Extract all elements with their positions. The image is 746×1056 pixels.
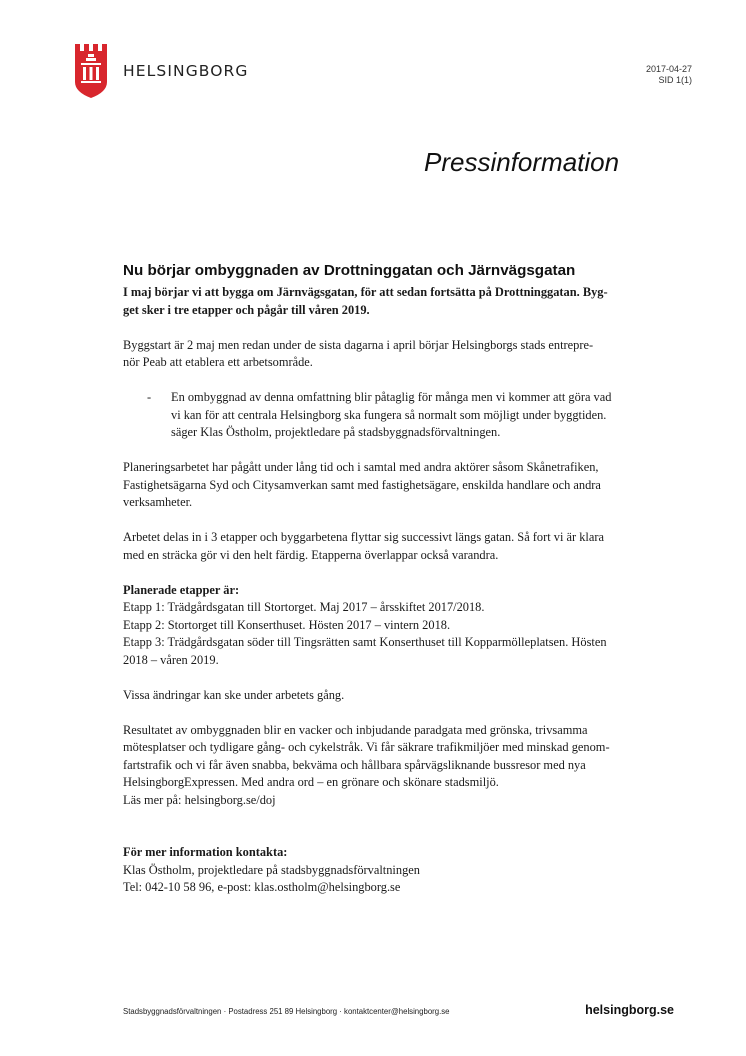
lead-line: I maj börjar vi att bygga om Järnvägsgatan, för att sedan fortsätta på Drottninggatan. Byg- — [123, 285, 608, 299]
paragraph-line: Byggstart är 2 maj men redan under de sista dagarna i april börjar Helsingborgs stads entrepre- — [123, 337, 594, 352]
paragraph-line: verksamheter. — [123, 495, 193, 509]
stage-item: Etapp 3: Trädgårdsgatan söder till Tingsrätten samt Konserthuset till Kopparmölleplatsen. Hösten — [123, 635, 607, 649]
document-date: 2017-04-27 — [645, 64, 692, 74]
paragraph-line: Fastighetsägarna Syd och Citysamverkan samt med fastighetsägare, enskilda handlare och andra — [123, 477, 601, 492]
stages-heading: Planerade etapper är: — [123, 582, 240, 597]
footer-address: Stadsbyggnadsförvaltningen · Postadress 251 89 Helsingborg · kontaktcenter@helsingborg.se — [123, 1007, 450, 1016]
paragraph-changes: Vissa ändringar kan ske under arbetets gång. — [123, 687, 345, 702]
contact-details: Tel: 042-10 58 96, e-post: klas.ostholm@helsingborg.se — [123, 880, 401, 894]
paragraph-line: mötesplatser och tydligare gång- och cykelstråk. Vi får säkrare trafikmiljöer med minskad genom- — [123, 740, 610, 754]
quote-line: vi kan för att centrala Helsingborg ska fungera så normalt som möjligt under byggtiden. — [171, 407, 607, 422]
quote-block — [123, 389, 631, 442]
page-number: SID 1(1) — [658, 75, 692, 85]
org-name: HELSINGBORG — [123, 62, 249, 80]
press-release-body — [123, 262, 643, 897]
quote-dash: - — [147, 390, 152, 404]
stage-item: 2018 – våren 2019. — [123, 652, 219, 667]
helsingborg-crest-icon — [74, 44, 108, 98]
paragraph-line: Resultatet av ombyggnaden blir en vacker och inbjudande paradgata med grönska, trivsamma — [123, 722, 588, 737]
contact-person: Klas Östholm, projektledare på stadsbyggnadsförvaltningen — [123, 862, 420, 877]
paragraph-stages-intro — [123, 529, 643, 564]
stage-item: Etapp 1: Trädgårdsgatan till Stortorget. Maj 2017 – årsskiftet 2017/2018. — [123, 600, 485, 614]
document-type: Pressinformation — [424, 147, 620, 177]
paragraph-line: fartstrafik och vi får även snabba, bekväma och hållbara spårvägsliknande bussresor med nya — [123, 757, 586, 772]
lead-paragraph — [123, 284, 643, 319]
footer-website: helsingborg.se — [585, 1003, 674, 1017]
paragraph-line: Arbetet delas in i 3 etapper och byggarbetena flyttar sig successivt längs gatan. Så fort vi är klara — [123, 530, 605, 544]
paragraph-line: med en sträcka gör vi den helt färdig. Etapperna överlappar också varandra. — [123, 547, 499, 562]
quote-line: En ombyggnad av denna omfattning blir påtaglig för många men vi kommer att göra vad — [171, 390, 612, 404]
paragraph-line: HelsingborgExpressen. Med andra ord – en grönare och skönare stadsmiljö. — [123, 775, 499, 789]
paragraph-line: Planeringsarbetet har pågått under lång tid och i samtal med andra aktörer såsom Skånetrafiken, — [123, 460, 599, 474]
paragraph-planning — [123, 459, 643, 512]
stages-list — [123, 582, 643, 670]
read-more-line: Läs mer på: helsingborg.se/doj — [123, 792, 276, 807]
document-meta — [646, 64, 692, 86]
paragraph-line: nör Peab att etablera ett arbetsområde. — [123, 355, 313, 369]
headline: Nu börjar ombyggnaden av Drottninggatan och Järnvägsgatan — [123, 262, 576, 279]
lead-line: get sker i tre etapper och pågår till våren 2019. — [123, 302, 370, 317]
contact-heading: För mer information kontakta: — [123, 845, 288, 859]
paragraph-result — [123, 722, 643, 810]
contact-block — [123, 844, 643, 897]
paragraph-start — [123, 337, 643, 372]
stage-item: Etapp 2: Stortorget till Konserthuset. Hösten 2017 – vintern 2018. — [123, 617, 451, 632]
quote-line: säger Klas Östholm, projektledare på stadsbyggnadsförvaltningen. — [171, 425, 501, 439]
